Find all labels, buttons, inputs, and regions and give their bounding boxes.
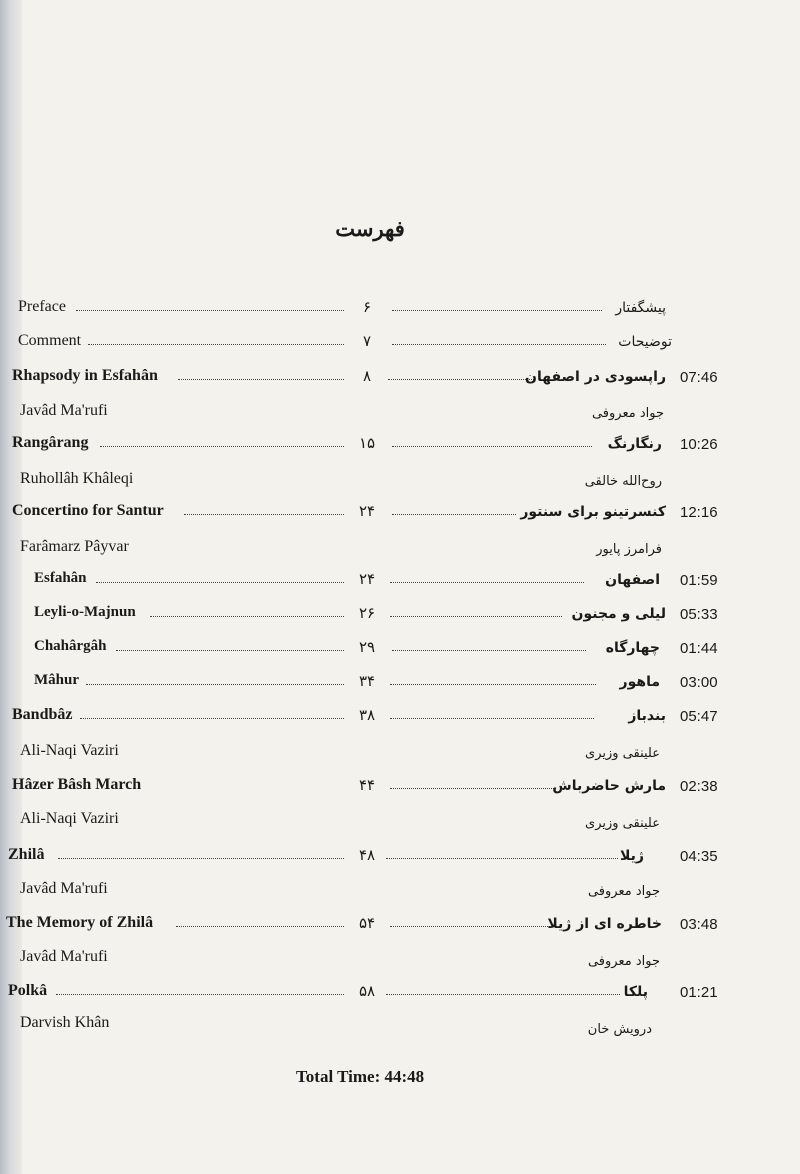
entry-title-fa: کنسرتینو برای سنتور	[520, 504, 666, 520]
leader-dots	[392, 310, 602, 311]
track-duration: 05:33	[680, 606, 718, 623]
entry-title-en: Bandbâz	[12, 706, 73, 723]
track-duration: 12:16	[680, 504, 718, 521]
toc-entry-preface	[0, 298, 800, 332]
leader-dots	[178, 379, 344, 380]
composer-en: Javâd Ma'rufi	[20, 880, 108, 897]
entry-title-fa: ژیلا	[620, 848, 644, 864]
entry-title-fa: رنگارنگ	[607, 436, 662, 452]
entry-title-en: Preface	[18, 298, 66, 315]
leader-dots	[392, 514, 516, 515]
toc-entry-comment	[0, 332, 800, 366]
composer-fa: جواد معروفی	[587, 884, 660, 899]
leader-dots	[386, 994, 620, 995]
leader-dots	[386, 858, 618, 859]
composer-en: Darvish Khân	[20, 1014, 110, 1031]
page-number: ۳۸	[358, 706, 376, 724]
composer-en: Javâd Ma'rufi	[20, 948, 108, 965]
track-duration: 01:44	[680, 640, 718, 657]
leader-dots	[392, 650, 586, 651]
leader-dots	[390, 616, 562, 617]
leader-dots	[100, 446, 344, 447]
entry-title-fa: خاطره ای از ژیلا	[547, 916, 662, 932]
composer-fa: درویش خان	[587, 1022, 652, 1037]
entry-title-fa: بندباز	[628, 708, 666, 724]
page-number: ۴۴	[358, 776, 376, 794]
composer-fa: جواد معروفی	[591, 406, 664, 421]
page-number: ۲۴	[358, 570, 376, 588]
page-number: ۴۸	[358, 846, 376, 864]
leader-dots	[58, 858, 344, 859]
leader-dots	[392, 344, 606, 345]
toc-subentry-esfahan	[0, 570, 800, 604]
page-number: ۷	[362, 332, 372, 350]
track-duration: 07:46	[680, 369, 718, 386]
leader-dots	[116, 650, 344, 651]
toc-entry-bandbaz	[0, 706, 800, 740]
leader-dots	[76, 310, 344, 311]
toc-subentry-chahargah	[0, 638, 800, 672]
track-duration: 03:00	[680, 674, 718, 691]
leader-dots	[390, 684, 596, 685]
composer-fa: جواد معروفی	[587, 954, 660, 969]
composer-en: Ali-Naqi Vaziri	[20, 810, 119, 827]
entry-title-en: Comment	[18, 332, 82, 349]
toc-entry-concertino	[0, 502, 800, 536]
entry-title-en: Rangârang	[12, 434, 89, 451]
entry-title-fa: ماهور	[619, 674, 660, 690]
leader-dots	[80, 718, 344, 719]
track-duration: 05:47	[680, 708, 718, 725]
leader-dots	[390, 718, 594, 719]
composer-fa: فرامرز پایور	[596, 542, 662, 557]
page-number: ۸	[362, 367, 372, 385]
toc-subentry-mahur	[0, 672, 800, 706]
page-number: ۳۴	[358, 672, 376, 690]
composer-en: Ruhollâh Khâleqi	[20, 470, 134, 487]
entry-title-en: Concertino for Santur	[12, 502, 164, 519]
entry-title-fa: پلکا	[623, 984, 648, 1000]
toc-subentry-leyli	[0, 604, 800, 638]
track-duration: 02:38	[680, 778, 718, 795]
leader-dots	[176, 926, 344, 927]
track-duration: 01:59	[680, 572, 718, 589]
entry-title-fa: چهارگاه	[605, 640, 660, 656]
entry-title-fa: راپسودی در اصفهان	[525, 369, 666, 385]
leader-dots	[86, 684, 344, 685]
toc-entry-polka	[0, 982, 800, 1016]
track-duration: 03:48	[680, 916, 718, 933]
track-duration: 10:26	[680, 436, 718, 453]
leader-dots	[390, 582, 584, 583]
entry-title-en: Hâzer Bâsh March	[12, 776, 142, 793]
composer-fa: علینقی وزیری	[585, 816, 660, 831]
toc-entry-zhila	[0, 846, 800, 880]
leader-dots	[96, 582, 344, 583]
page-number: ۲۴	[358, 502, 376, 520]
page-number: ۶	[362, 298, 372, 316]
leader-dots	[184, 514, 344, 515]
page-number: ۵۸	[358, 982, 376, 1000]
page-title: فهرست	[335, 216, 405, 241]
entry-title-en: Chahârgâh	[34, 638, 107, 654]
toc-entry-hazer-bash	[0, 776, 800, 810]
page-number: ۱۵	[358, 434, 376, 452]
entry-title-en: Rhapsody in Esfahân	[12, 367, 158, 384]
entry-title-fa: لیلی و مجنون	[571, 606, 666, 622]
track-duration: 04:35	[680, 848, 718, 865]
entry-title-en: Polkâ	[8, 982, 48, 999]
entry-title-fa: مارش حاضرباش	[552, 778, 666, 794]
page-number: ۵۴	[358, 914, 376, 932]
composer-en: Ali-Naqi Vaziri	[20, 742, 119, 759]
toc-entry-memory-of-zhila	[0, 914, 800, 948]
entry-title-en: The Memory of Zhilâ	[6, 914, 154, 931]
composer-en: Farâmarz Pâyvar	[20, 538, 129, 555]
composer-en: Javâd Ma'rufi	[20, 402, 108, 419]
composer-fa: روح‌الله خالقی	[584, 474, 662, 489]
leader-dots	[390, 926, 554, 927]
entry-title-en: Leyli-o-Majnun	[34, 604, 136, 620]
leader-dots	[150, 616, 344, 617]
entry-title-en: Zhilâ	[8, 846, 45, 863]
page-number: ۲۶	[358, 604, 376, 622]
entry-title-en: Mâhur	[34, 672, 79, 688]
composer-fa: علینقی وزیری	[585, 746, 660, 761]
leader-dots	[56, 994, 344, 995]
leader-dots	[388, 379, 534, 380]
toc-entry-rangarang	[0, 434, 800, 468]
entry-title-fa: توضیحات	[618, 334, 672, 350]
leader-dots	[392, 446, 592, 447]
toc-entry-rhapsody	[0, 367, 800, 401]
entry-title-fa: اصفهان	[605, 572, 660, 588]
leader-dots	[390, 788, 554, 789]
leader-dots	[88, 344, 344, 345]
total-time: Total Time: 44:48	[296, 1067, 425, 1086]
page-number: ۲۹	[358, 638, 376, 656]
entry-title-fa: پیشگفتار	[615, 300, 666, 316]
entry-title-en: Esfahân	[34, 570, 87, 586]
track-duration: 01:21	[680, 984, 718, 1001]
